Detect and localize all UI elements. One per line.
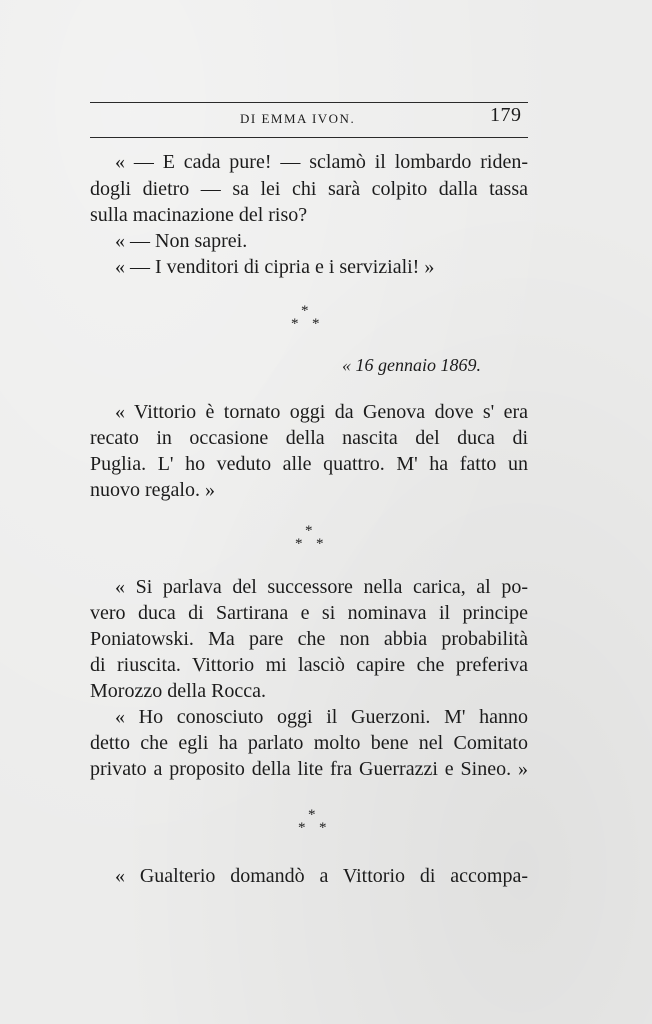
asterisk-mark: * [316,536,324,552]
text-line: « Vittorio è tornato oggi da Genova dove s' era [115,401,528,423]
text-line: vero duca di Sartirana e si nominava il principe [90,602,528,624]
text-line: « Ho conosciuto oggi il Guerzoni. M' hanno [115,706,528,728]
diary-date: « 16 gennaio 1869. [342,355,481,375]
asterisk-mark: * [312,316,320,332]
text-line: dogli dietro — sa lei chi sarà colpito dalla tassa [90,178,528,200]
text-line: detto che egli ha parlato molto bene nel Comitato [90,732,528,754]
page-number: 179 [490,104,522,126]
text-line: sulla macinazione del riso? [90,204,308,226]
asterisk-mark: * [295,536,303,552]
header-bottom-rule [90,137,528,138]
asterisk-mark: * [305,523,313,539]
asterisk-mark: * [308,807,316,823]
text-line: recato in occasione della nascita del duca di [90,427,528,449]
text-line: Poniatowski. Ma pare che non abbia probabilità [90,628,528,650]
text-line: Morozzo della Rocca. [90,680,267,702]
text-line: « — E cada pure! — sclamò il lombardo riden- [115,151,528,173]
text-line: nuovo regalo. » [90,479,215,501]
header-top-rule [90,102,528,103]
text-line: « Si parlava del successore nella carica, al po- [115,576,528,598]
text-line: di riuscita. Vittorio mi lasciò capire che preferiva [90,654,528,676]
asterisk-mark: * [301,303,309,319]
section-asterism [286,304,326,338]
asterisk-mark: * [319,820,327,836]
asterisk-mark: * [291,316,299,332]
text-line: « Gualterio domandò a Vittorio di accompa- [115,865,528,887]
section-asterism [290,524,330,558]
asterisk-mark: * [298,820,306,836]
running-title: DI EMMA IVON. [240,111,356,126]
text-line: « — I venditori di cipria e i serviziali! » [115,256,435,278]
text-line: Puglia. L' ho veduto alle quattro. M' ha fatto un [90,453,528,475]
text-line: « — Non saprei. [115,230,248,252]
section-asterism [293,808,333,842]
text-line: privato a proposito della lite fra Guerrazzi e Sineo. » [90,758,528,780]
